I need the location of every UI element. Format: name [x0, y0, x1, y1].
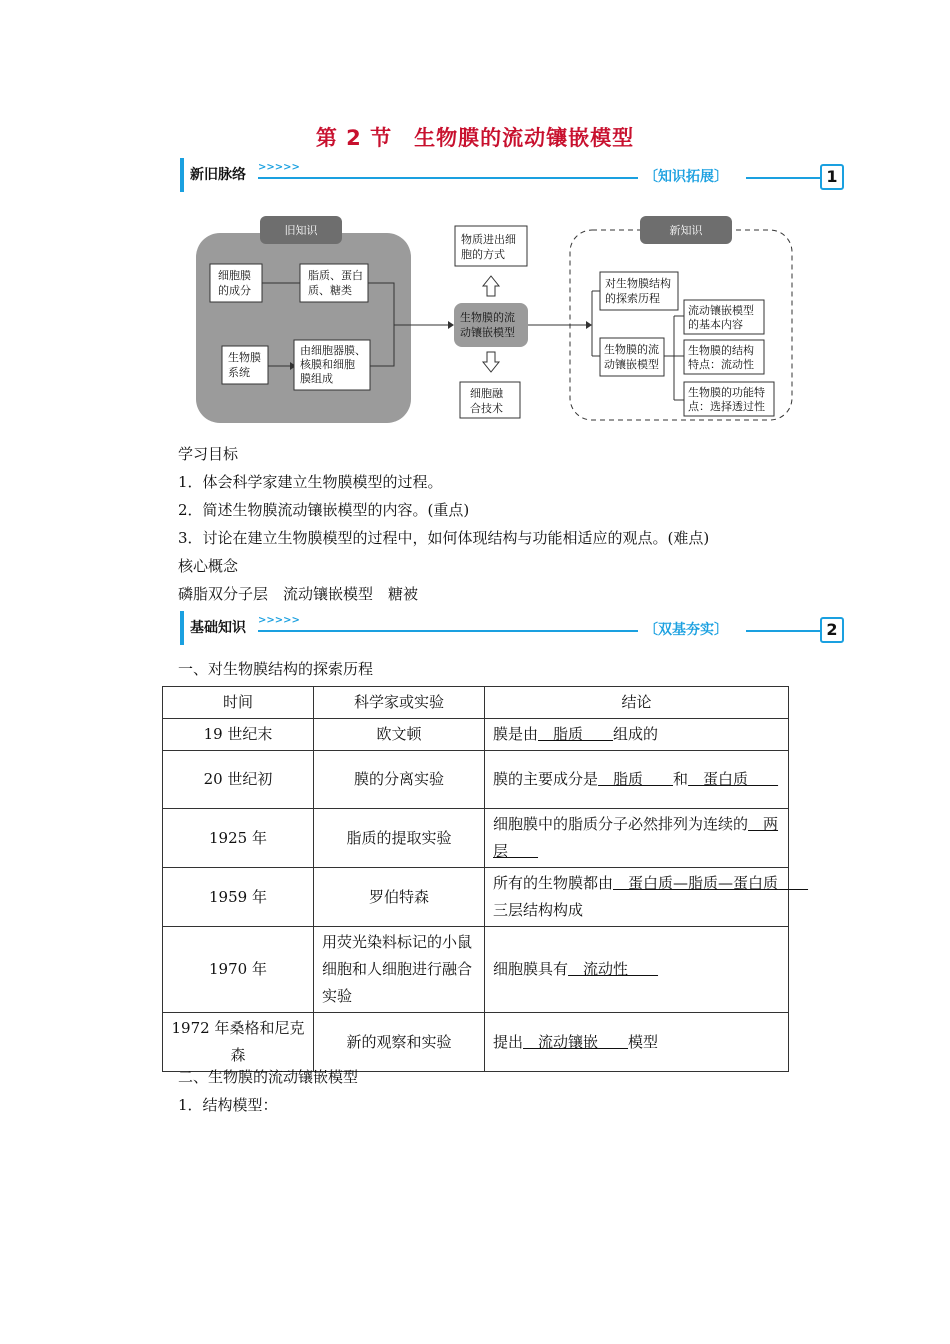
box-top-line2: 胞的方式 — [461, 248, 505, 261]
cell-time: 1970 年 — [163, 927, 314, 1013]
cell-who: 用荧光染料标记的小鼠细胞和人细胞进行融合实验 — [314, 927, 485, 1013]
box-old1b-line1: 脂质、蛋白 — [308, 269, 363, 282]
cell-who: 欧文顿 — [314, 719, 485, 751]
banner-tag: 新旧脉络 — [180, 158, 246, 192]
core-concepts: 磷脂双分子层 流动镶嵌模型 糖被 — [178, 585, 419, 603]
section1-heading: 一、对生物膜结构的探索历程 — [178, 660, 374, 678]
cell-time: 1959 年 — [163, 868, 314, 927]
box-new2a-line1: 流动镶嵌模型 — [688, 304, 754, 317]
cell-who: 膜的分离实验 — [314, 751, 485, 809]
box-old2b-line2: 核膜和细胞 — [300, 358, 355, 371]
box-new2-line1: 生物膜的流 — [604, 343, 659, 356]
answer-blank: 流动镶嵌 — [523, 1032, 629, 1051]
table-row — [163, 927, 789, 1013]
banner-number: 2 — [820, 617, 844, 643]
table-row — [163, 809, 789, 868]
table-header: 时间 — [163, 687, 314, 719]
cell-who: 新的观察和实验 — [314, 1013, 485, 1072]
box-new2c-line1: 生物膜的功能特 — [688, 386, 765, 399]
answer-blank: 脂质 — [538, 725, 614, 743]
cell-time: 19 世纪末 — [163, 719, 314, 751]
table-header: 科学家或实验 — [314, 687, 485, 719]
goal-item: 2．简述生物膜流动镶嵌模型的内容。(重点) — [178, 501, 470, 519]
box-center-line1: 生物膜的流 — [460, 311, 515, 324]
banner-line — [746, 177, 820, 179]
cell-time: 1972 年桑格和尼克森 — [163, 1013, 314, 1072]
cell-conclusion: 细胞膜中的脂质分子必然排列为连续的 两层 — [485, 809, 789, 868]
box-new1-line1: 对生物膜结构 — [605, 277, 671, 290]
section2-heading: 二、生物膜的流动镶嵌模型 — [178, 1068, 359, 1086]
table-row — [163, 1013, 789, 1072]
goals-heading: 学习目标 — [178, 445, 239, 463]
history-table — [162, 686, 809, 1072]
cell-time: 1925 年 — [163, 809, 314, 868]
box-new2-line2: 动镶嵌模型 — [604, 358, 659, 371]
box-new1-line2: 的探索历程 — [605, 292, 660, 305]
cell-conclusion: 所有的生物膜都由 蛋白质—脂质—蛋白质 三层结构构成 — [485, 868, 789, 927]
banner-line — [258, 177, 638, 179]
box-bottom-line2: 合技术 — [470, 402, 503, 415]
box-center — [454, 303, 528, 347]
cell-conclusion: 膜的主要成分是 脂质 和 蛋白质 — [485, 751, 789, 809]
banner-line — [746, 630, 820, 632]
box-old1b-line2: 质、糖类 — [308, 284, 352, 297]
box-new2a-line2: 的基本内容 — [688, 318, 743, 331]
arrow-up-icon — [483, 276, 499, 296]
answer-blank: 蛋白质 — [688, 770, 779, 788]
core-heading: 核心概念 — [178, 557, 239, 575]
box-bottom-line1: 细胞融 — [470, 387, 503, 400]
goal-item: 3．讨论在建立生物膜模型的过程中，如何体现结构与功能相适应的观点。(难点) — [178, 529, 710, 547]
cell-conclusion: 细胞膜具有 流动性 — [485, 927, 789, 1013]
cell-conclusion: 提出 流动镶嵌 模型 — [485, 1013, 789, 1072]
old-knowledge-label: 旧知识 — [284, 224, 318, 237]
box-old2b-line1: 由细胞器膜、 — [300, 344, 366, 357]
answer-blank: 脂质 — [598, 770, 674, 788]
box-old1a-line2: 的成分 — [218, 284, 251, 297]
answer-blank: 蛋白质—脂质—蛋白质 — [613, 874, 809, 892]
box-center-line2: 动镶嵌模型 — [460, 326, 515, 339]
box-new2c-line2: 点：选择透过性 — [688, 400, 765, 413]
cell-who: 罗伯特森 — [314, 868, 485, 927]
arrow-down-icon — [483, 352, 499, 372]
banner-tag: 基础知识 — [180, 611, 246, 645]
table-header: 结论 — [485, 687, 789, 719]
section-banner-1 — [180, 158, 844, 194]
new-knowledge-label: 新知识 — [669, 224, 703, 237]
answer-blank: 流动性 — [568, 960, 659, 978]
box-old2b-line3: 膜组成 — [300, 372, 333, 385]
box-new2b-line1: 生物膜的结构 — [688, 344, 754, 357]
box-new2b-line2: 特点：流动性 — [688, 358, 754, 371]
table-row — [163, 719, 789, 751]
box-old1a-line1: 细胞膜 — [218, 269, 251, 282]
table-header-row — [163, 687, 789, 719]
box-old2a-line2: 系统 — [228, 366, 250, 379]
cell-time: 20 世纪初 — [163, 751, 314, 809]
banner-number: 1 — [820, 164, 844, 190]
answer-blank: 两层 — [493, 815, 779, 860]
banner-line — [258, 630, 638, 632]
table-row — [163, 751, 789, 809]
page-title: 第 2 节 生物膜的流动镶嵌模型 — [315, 126, 635, 150]
old-knowledge-group — [196, 233, 411, 423]
cell-conclusion: 膜是由 脂质 组成的 — [485, 719, 789, 751]
knowledge-diagram — [190, 208, 800, 428]
chevron-icon: >>>>> — [258, 615, 300, 626]
banner-center-label: 〔双基夯实〕 — [644, 622, 728, 638]
goal-item: 1．体会科学家建立生物膜模型的过程。 — [178, 473, 443, 491]
section-banner-2 — [180, 611, 844, 647]
section2-sub: 1．结构模型： — [178, 1096, 278, 1114]
chevron-icon: >>>>> — [258, 162, 300, 173]
banner-center-label: 〔知识拓展〕 — [644, 169, 728, 185]
cell-who: 脂质的提取实验 — [314, 809, 485, 868]
box-top-line1: 物质进出细 — [461, 233, 516, 246]
box-old2a-line1: 生物膜 — [228, 351, 261, 364]
table-row — [163, 868, 789, 927]
